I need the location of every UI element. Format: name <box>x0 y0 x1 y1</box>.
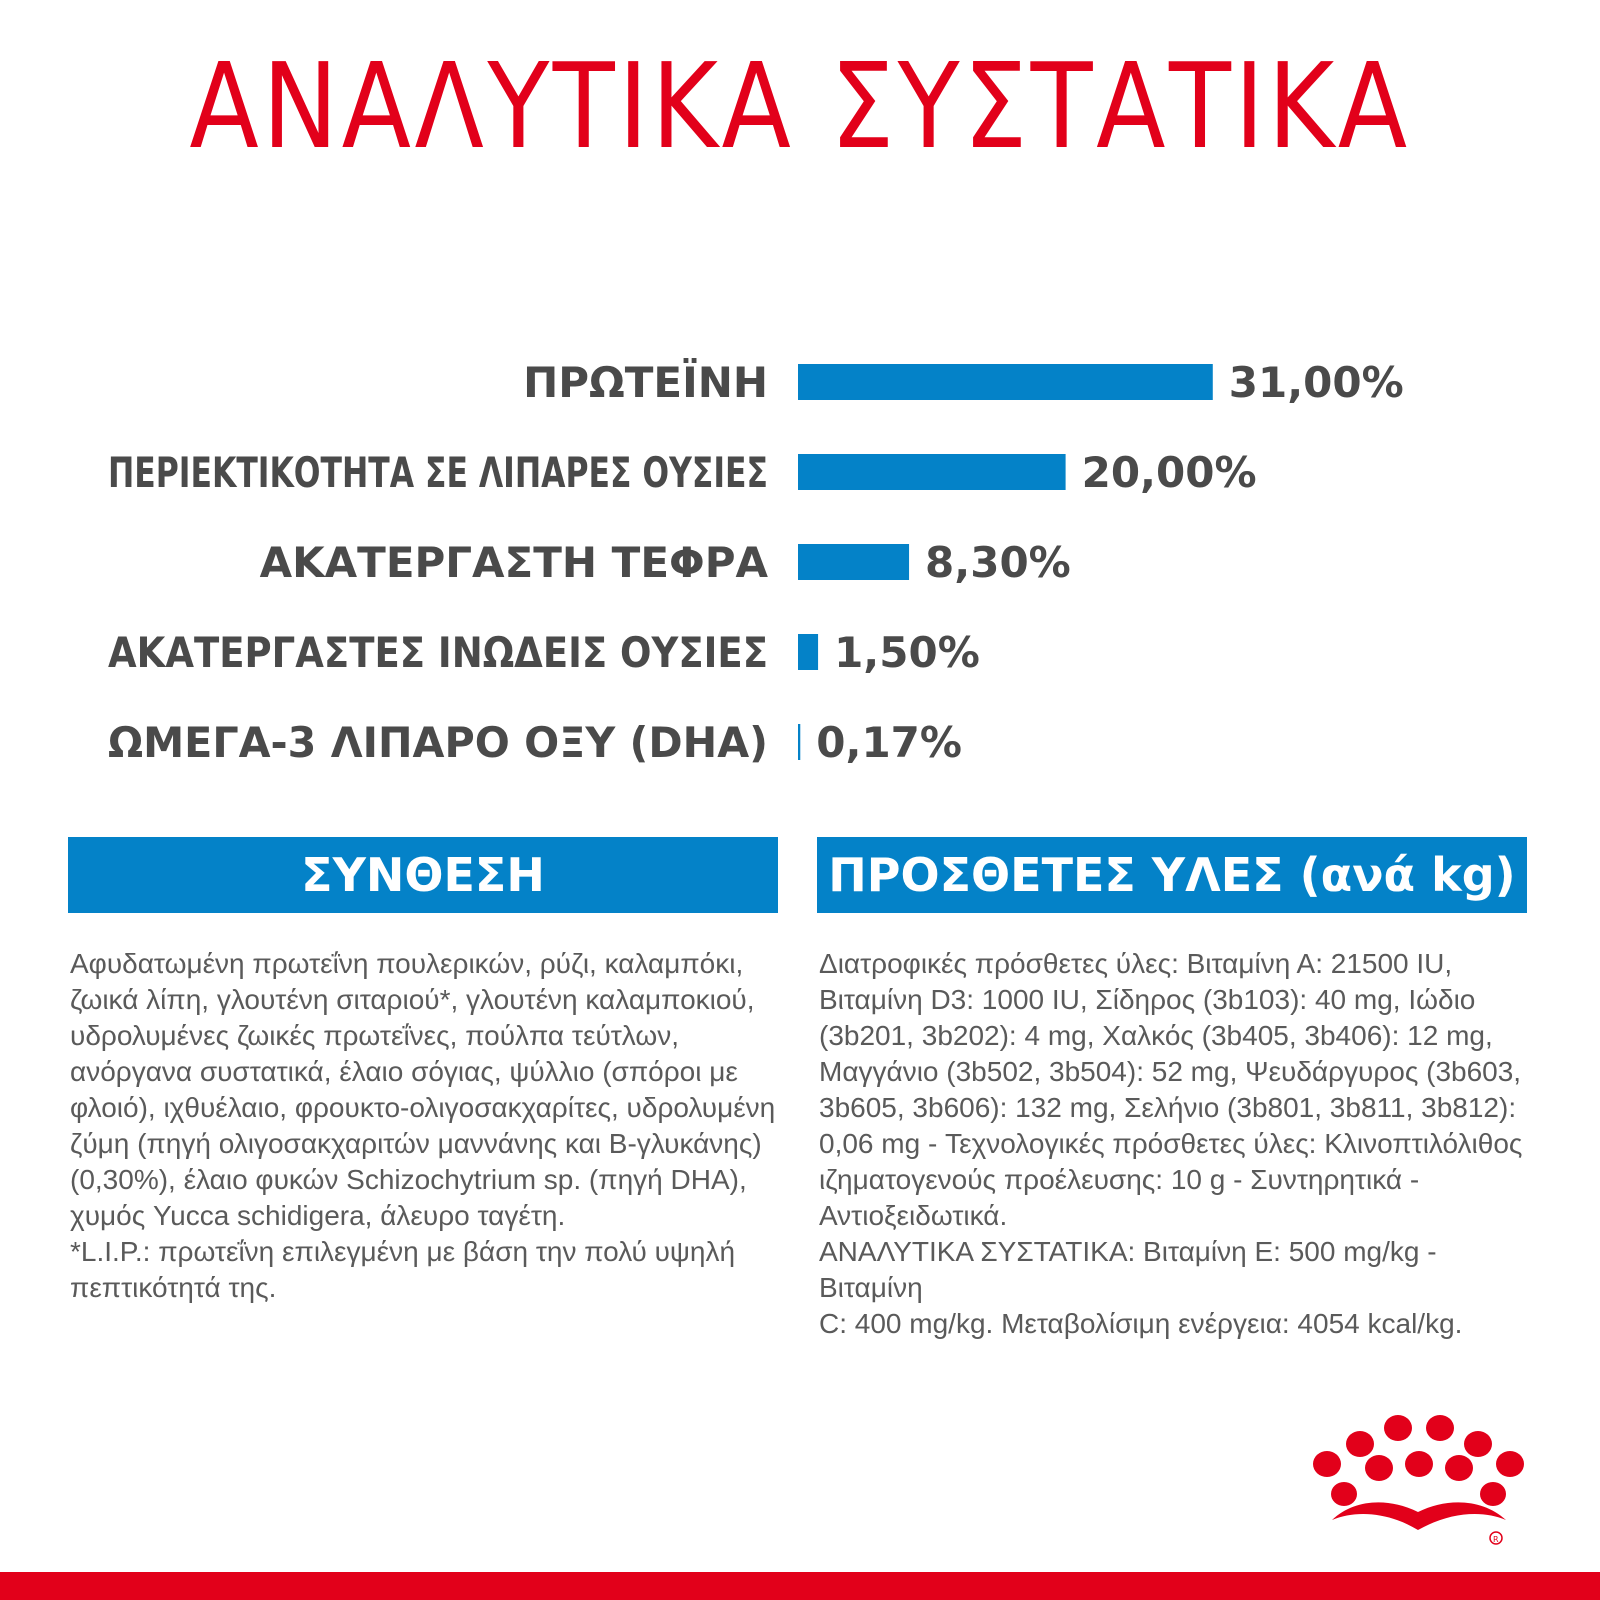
bar-category-label: ΩΜΕΓΑ-3 ΛΙΠΑΡΟ ΟΞΥ (DHA) <box>108 718 768 767</box>
page-title: ΑΝΑΛΥΤΙΚΑ ΣΥΣΤΑΤΙΚΑ <box>189 37 1411 175</box>
composition-header: ΣΥΝΘΕΣΗ <box>68 837 778 913</box>
bar <box>798 724 800 760</box>
additives-header: ΠΡΟΣΘΕΤΕΣ ΥΛΕΣ (ανά kg) <box>817 837 1527 913</box>
bar-category-label: ΠΡΩΤΕΪΝΗ <box>523 358 768 407</box>
royal-canin-crown-icon <box>1310 1412 1530 1552</box>
bar <box>798 364 1213 400</box>
svg-text:R: R <box>1493 1535 1499 1544</box>
bar-category-label: ΑΚΑΤΕΡΓΑΣΤΗ ΤΕΦΡΑ <box>259 538 768 587</box>
bar-value-label: 31,00% <box>1228 358 1404 407</box>
composition-text: Αφυδατωμένη πρωτεΐνη πουλερικών, ρύζι, καλαμπόκι, ζωικά λίπη, γλουτένη σιταριού*, γλουτένη καλαμποκιού, υδρολυμένες ζωικές πρωτεΐνες, πούλπα τεύτλων, ανόργανα συστατικά, έλαιο σόγιας, ψύλλιο (σπόροι με φλοιό), ιχθυέλαιο, φρουκτο-ολιγοσακχαρίτες, υδρολυμένη ζύμη (πηγή ολιγοσακχαριτών μαννάνης και Β-γλυκάνης) (0,30%), έλαιο φυκών Schizochytrium sp. (πηγή DHA), χυμός Yucca schidigera, άλευρο ταγέτη. *L.I.P.: πρωτεΐνη επιλεγμένη με βάση την πολύ υψηλή πεπτικότητά της. <box>70 948 776 1303</box>
bar <box>798 454 1066 490</box>
bar-value-label: 20,00% <box>1081 448 1257 497</box>
bar-value-label: 0,17% <box>816 718 962 767</box>
bar-category-label: ΑΚΑΤΕΡΓΑΣΤΕΣ ΙΝΩΔΕΙΣ ΟΥΣΙΕΣ <box>108 628 768 677</box>
nutrient-bar-chart <box>0 330 1600 790</box>
bottom-stripe <box>0 1572 1600 1600</box>
bar <box>798 544 909 580</box>
bar-value-label: 1,50% <box>834 628 980 677</box>
bar <box>798 634 818 670</box>
additives-text: Διατροφικές πρόσθετες ύλες: Βιταμίνη Α: 21500 IU, Βιταμίνη D3: 1000 IU, Σίδηρος (3b103): 40 mg, Ιώδιο (3b201, 3b202): 4 mg, Χαλκός (3b405, 3b406): 12 mg, Μαγγάνιο (3b502, 3b504): 52 mg, Ψευδάργυρος (3b603, 3b605, 3b606): 132 mg, Σελήνιο (3b801, 3b811, 3b812): 0,06 mg - Τεχνολογικές πρόσθετες ύλες: Κλινοπτιλόλιθος ιζηματογενούς προέλευσης: 10 g - Συντηρητικά - Αντιοξειδωτικά. ΑΝΑΛΥΤΙΚΑ ΣΥΣΤΑΤΙΚΑ: Βιταμίνη Ε: 500 mg/kg - Βιταμίνη C: 400 mg/kg. Μεταβολίσιμη ενέργεια: 4054 kcal/kg. <box>819 948 1523 1339</box>
bar-category-label: ΠΕΡΙΕΚΤΙΚΟΤΗΤΑ ΣΕ ΛΙΠΑΡΕΣ ΟΥΣΙΕΣ <box>108 448 768 497</box>
bar-value-label: 8,30% <box>925 538 1071 587</box>
